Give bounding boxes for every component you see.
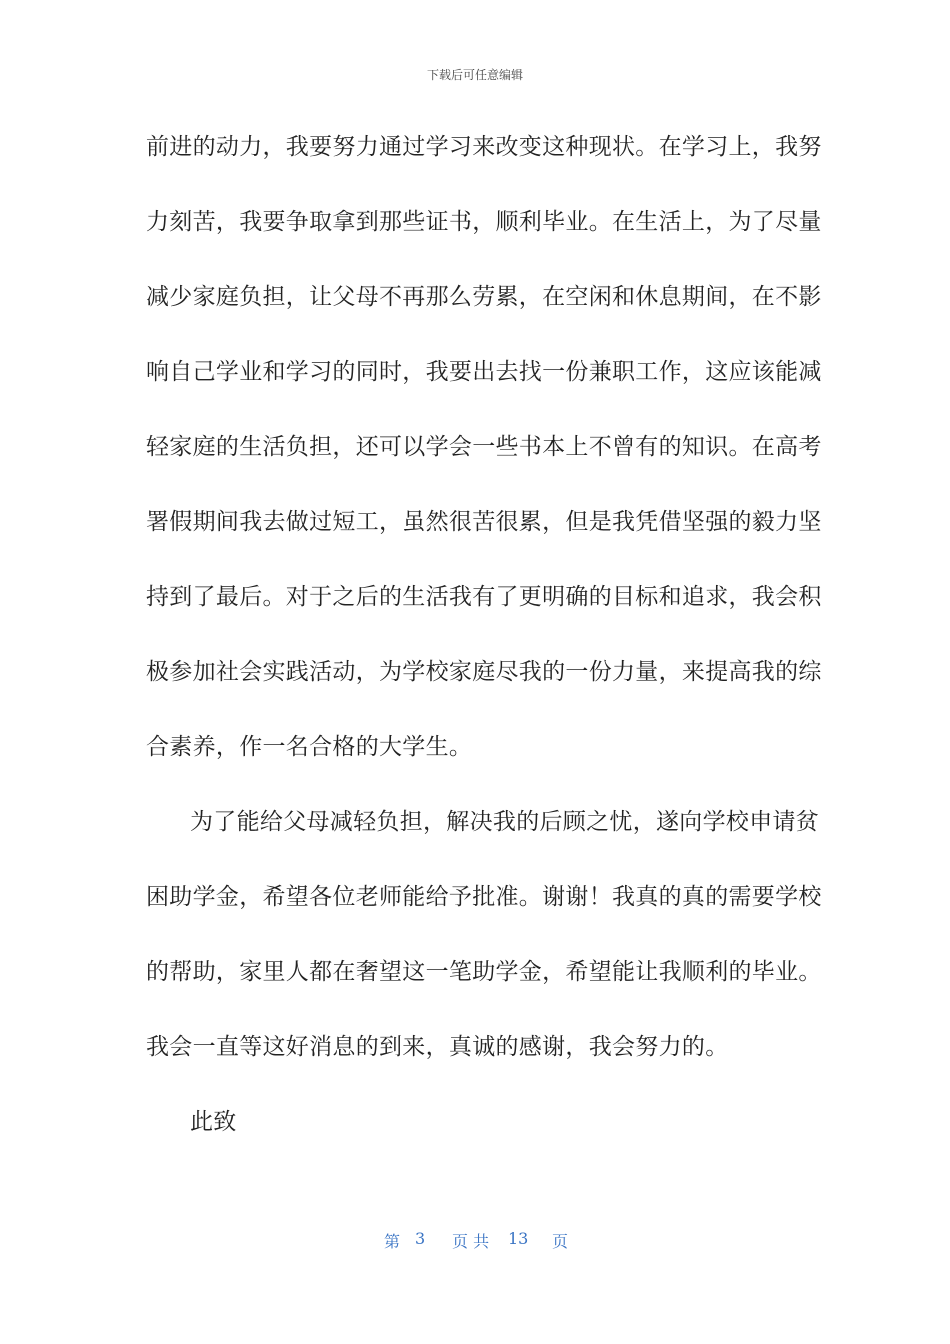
total-pages-number: 13: [508, 1229, 529, 1248]
paragraph-line: 力刻苦，我要争取拿到那些证书，顺利毕业。在生活上，为了尽量: [146, 209, 822, 235]
page-number-prefix: 第: [384, 1232, 401, 1251]
paragraph-line: 持到了最后。对于之后的生活我有了更明确的目标和追求，我会积: [146, 584, 822, 610]
paragraph-line: 前进的动力，我要努力通过学习来改变这种现状。在学习上，我努: [146, 134, 822, 160]
paragraph-line: 轻家庭的生活负担，还可以学会一些书本上不曾有的知识。在高考: [146, 434, 822, 460]
paragraph-line: 合素养，作一名合格的大学生。: [146, 734, 473, 760]
page-number-suffix: 页: [552, 1232, 569, 1251]
paragraph-line: 响自己学业和学习的同时，我要出去找一份兼职工作，这应该能减: [146, 359, 822, 385]
paragraph-line: 署假期间我去做过短工，虽然很苦很累，但是我凭借坚强的毅力坚: [146, 509, 822, 535]
paragraph-line: 的帮助，家里人都在奢望这一笔助学金，希望能让我顺利的毕业。: [146, 959, 822, 985]
page-number-middle: 页 共: [452, 1232, 490, 1251]
page-header-note: 下载后可任意编辑: [426, 68, 523, 82]
paragraph-line: 我会一直等这好消息的到来，真诚的感谢，我会努力的。: [146, 1034, 729, 1060]
paragraph-line: 为了能给父母减轻负担，解决我的后顾之忧，遂向学校申请贫: [190, 809, 820, 835]
closing-salutation: 此致: [190, 1109, 237, 1135]
current-page-number: 3: [415, 1229, 426, 1248]
paragraph-line: 极参加社会实践活动，为学校家庭尽我的一份力量，来提高我的综: [146, 659, 822, 685]
paragraph-line: 困助学金，希望各位老师能给予批准。谢谢！我真的真的需要学校: [146, 884, 822, 910]
paragraph-line: 减少家庭负担，让父母不再那么劳累，在空闲和休息期间，在不影: [146, 284, 822, 310]
page-footer: [0, 1229, 950, 1251]
